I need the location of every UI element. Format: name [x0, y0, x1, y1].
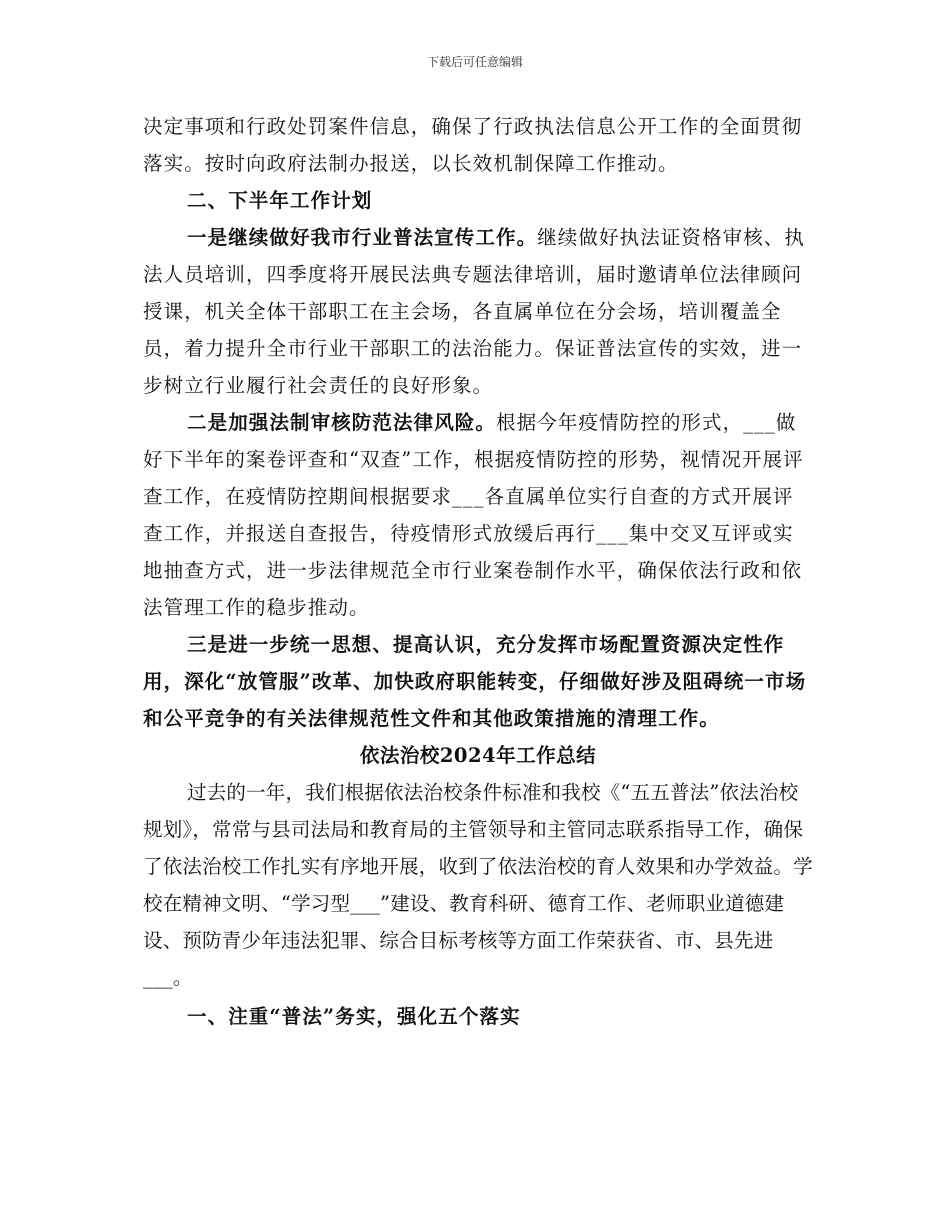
paragraph-intro: 决定事项和行政处罚案件信息，确保了行政执法信息公开工作的全面贯彻落实。按时向政府法制办报送，以长效机制保障工作推动。: [143, 115, 803, 175]
header-note: 下载后可任意编辑: [426, 55, 523, 69]
document-body: [143, 108, 813, 1035]
section-heading-1: 一、注重“普法”务实，强化五个落实: [187, 1005, 521, 1028]
document-title: 依法治校2024年工作总结: [359, 744, 597, 767]
paragraph-summary: 过去的一年，我们根据依法治校条件标准和我校《“五五普法”依法治校规划》，常常与县司法局和教育局的主管领导和主管同志联系指导工作，确保了依法治校工作扎实有序地开展，收到了依法治校的育人效果和办学效益。学校在精神文明、“学习型___”建设、教育科研、德育工作、老师职业道德建设、预防青少年违法犯罪、综合目标考核等方面工作荣获省、市、县先进___。: [143, 781, 813, 989]
plan-1-body: 继续做好执法证资格审核、执法人员培训，四季度将开展民法典专题法律培训，届时邀请单位法律顾问授课，机关全体干部职工在主会场，各直属单位在分会场，培训覆盖全员，着力提升全市行业干部职工的法治能力。保证普法宣传的实效，进一步树立行业履行社会责任的良好形象。: [143, 226, 806, 397]
paragraph-plan-1: [143, 219, 813, 404]
paragraph-plan-2: [143, 404, 813, 626]
plan-1-lead: 一是继续做好我市行业普法宣传工作。: [187, 226, 538, 249]
plan-2-body: 根据今年疫情防控的形式，___做好下半年的案卷评查和“双查”工作，根据疫情防控的形势，视情况开展评查工作，在疫情防控期间根据要求___各直属单位实行自查的方式开展评查工作，并报送自查报告，待疫情形式放缓后再行___集中交叉互评或实地抽查方式，进一步法律规范全市行业案卷制作水平，确保依法行政和依法管理工作的稳步推动。: [143, 411, 804, 619]
plan-2-lead: 二是加强法制审核防范法律风险。: [187, 411, 497, 434]
section-heading-2: 二、下半年工作计划: [187, 189, 373, 212]
paragraph-plan-3: 三是进一步统一思想、提高认识，充分发挥市场配置资源决定性作用，深化“放管服”改革、加快政府职能转变，仔细做好涉及阻碍统一市场和公平竞争的有关法律规范性文件和其他政策措施的清理工作。: [143, 633, 807, 730]
